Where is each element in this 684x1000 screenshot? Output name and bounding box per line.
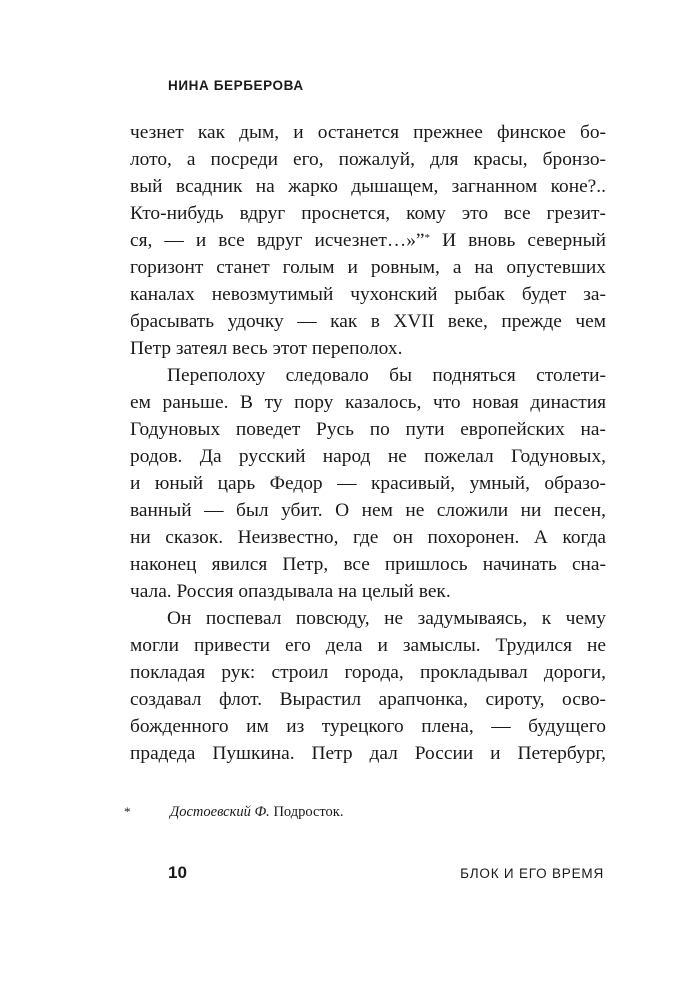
text-line: Петр затеял весь этот переполох. (130, 338, 403, 359)
page-number: 10 (168, 863, 187, 882)
text-fragment: И вновь северный (430, 230, 606, 251)
text-line: родов. Да русский народ не пожелал Годуновых, (130, 446, 606, 467)
text-line: ни сказок. Неизвестно, где он похоронен. А когда (130, 527, 606, 548)
footnote-reference[interactable]: * (424, 232, 431, 244)
text-line: ем раньше. В ту пору казалось, что новая династия (130, 392, 606, 413)
body-text (130, 119, 606, 767)
text-line: Кто-нибудь вдруг проснется, кому это все грезит- (130, 203, 606, 224)
text-line: чала. Россия опаздывала на целый век. (130, 581, 451, 602)
running-foot-title: БЛОК И ЕГО ВРЕМЯ (460, 866, 604, 881)
footnote-title: Подросток. (269, 804, 344, 820)
text-line: божденного им из турецкого плена, — будущего (130, 716, 606, 737)
text-line: горизонт станет голым и ровным, а на опустевших (130, 257, 606, 278)
footnote-author: Достоевский Ф. (170, 804, 270, 820)
text-line: чезнет как дым, и останется прежнее финское бо- (130, 122, 606, 143)
paragraph-first-line: Переполоху следовало бы подняться столети- (167, 365, 606, 386)
paragraph-first-line: Он поспевал повсюду, не задумываясь, к чему (167, 608, 606, 629)
footnote-mark: * (124, 804, 131, 819)
text-line-with-footnote (130, 227, 606, 254)
text-line: прадеда Пушкина. Петр дал России и Петербург, (130, 743, 606, 764)
text-fragment: ся, — и все вдруг исчезнет…» (130, 230, 416, 251)
text-line: каналах невозмутимый чухонский рыбак будет за- (130, 284, 606, 305)
text-line: могли привести его дела и замыслы. Трудился не (130, 635, 606, 656)
text-line: Годуновых поведет Русь по пути европейских на- (130, 419, 606, 440)
text-line: лото, а посреди его, пожалуй, для красы, бронзо- (130, 149, 606, 170)
text-line: брасывать удочку — как в XVII веке, прежде чем (130, 311, 606, 332)
text-line: наконец явился Петр, все пришлось начинать сна- (130, 554, 606, 575)
running-head-author: НИНА БЕРБЕРОВА (168, 78, 304, 93)
closing-quote: ” (415, 230, 425, 251)
text-line: вый всадник на жарко дышащем, загнанном коне?.. (130, 176, 606, 197)
text-line: и юный царь Федор — красивый, умный, образо- (130, 473, 606, 494)
text-line: покладая рук: строил города, прокладывал дороги, (130, 662, 606, 683)
footnote (124, 804, 343, 821)
text-line: ванный — был убит. О нем не сложили ни песен, (130, 500, 606, 521)
text-line: создавал флот. Вырастил арапчонка, сироту, осво- (130, 689, 606, 710)
